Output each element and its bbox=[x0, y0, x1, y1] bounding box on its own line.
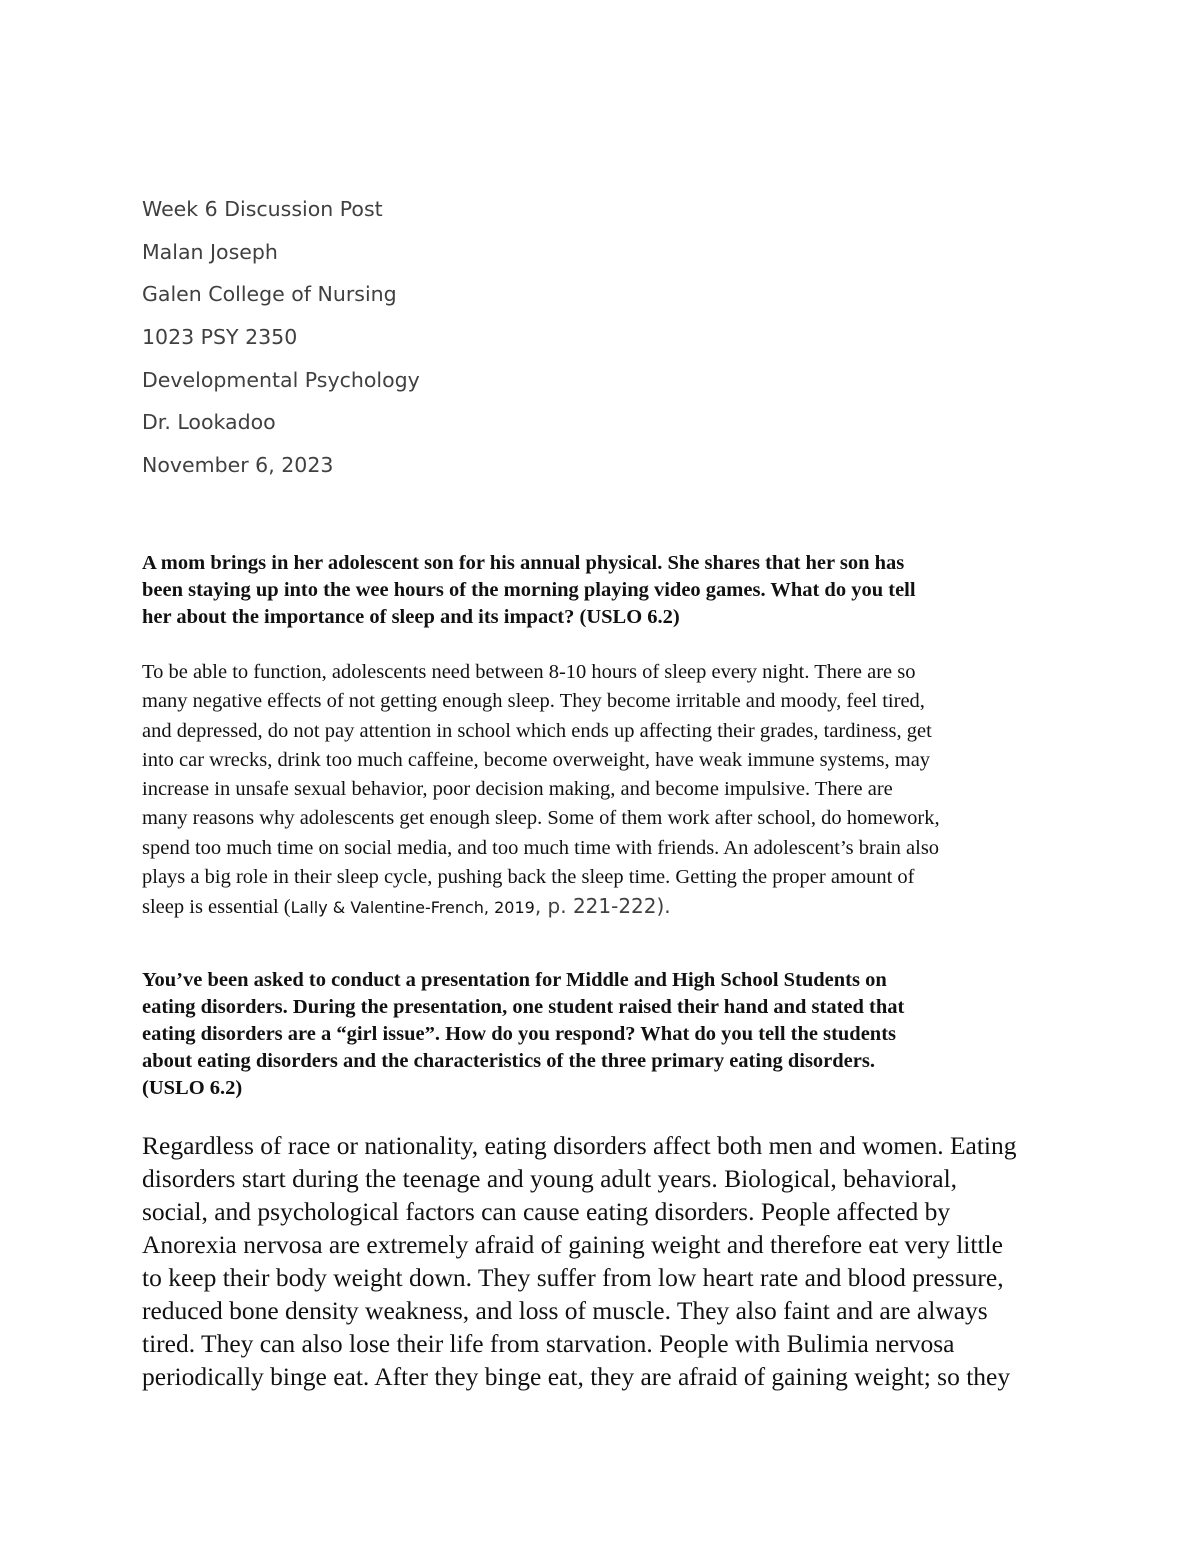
document-header bbox=[142, 194, 842, 493]
answer-1-line: into car wrecks, drink too much caffeine, become overweight, have weak immune systems, may bbox=[142, 748, 931, 771]
header-course-code: 1023 PSY 2350 bbox=[142, 325, 298, 350]
answer-1-line: spend too much time on social media, and too much time with friends. An adolescent’s brain also bbox=[142, 836, 940, 859]
question-2-line: (USLO 6.2) bbox=[142, 1077, 243, 1099]
answer-2-line: Regardless of race or nationality, eating disorders affect both men and women. Eating bbox=[142, 1131, 1017, 1160]
header-institution: Galen College of Nursing bbox=[142, 282, 397, 307]
answer-1-last-line bbox=[142, 892, 1072, 922]
answer-1-line: increase in unsafe sexual behavior, poor decision making, and become impulsive. There are bbox=[142, 778, 893, 801]
answer-1-line: plays a big role in their sleep cycle, pushing back the sleep time. Getting the proper amount of bbox=[142, 866, 915, 889]
question-2-line: eating disorders. During the presentation, one student raised their hand and stated that bbox=[142, 996, 905, 1018]
question-1-line: her about the importance of sleep and its impact? (USLO 6.2) bbox=[142, 606, 680, 628]
answer-1-line: many reasons why adolescents get enough sleep. Some of them work after school, do homework, bbox=[142, 807, 940, 830]
question-2-line: about eating disorders and the characteristics of the three primary eating disorders. bbox=[142, 1050, 875, 1072]
header-author: Malan Joseph bbox=[142, 239, 278, 264]
header-title: Week 6 Discussion Post bbox=[142, 197, 383, 221]
answer-2-line: reduced bone density weakness, and loss of muscle. They also faint and are always bbox=[142, 1296, 988, 1325]
header-date: November 6, 2023 bbox=[142, 453, 334, 478]
question-2-line: eating disorders are a “girl issue”. How do you respond? What do you tell the students bbox=[142, 1023, 897, 1045]
answer-1 bbox=[142, 658, 1072, 923]
question-2-line: You’ve been asked to conduct a presentation for Middle and High School Students on bbox=[142, 969, 887, 991]
answer-2-line: disorders start during the teenage and young adult years. Biological, behavioral, bbox=[142, 1164, 958, 1193]
answer-2-line: Anorexia nervosa are extremely afraid of gaining weight and therefore eat very little bbox=[142, 1230, 1003, 1259]
answer-2-line: to keep their body weight down. They suffer from low heart rate and blood pressure, bbox=[142, 1263, 1004, 1292]
question-1-line: been staying up into the wee hours of the morning playing video games. What do you tell bbox=[142, 579, 916, 601]
answer-2-line: social, and psychological factors can cause eating disorders. People affected by bbox=[142, 1197, 951, 1226]
citation-page: , p. 221-222). bbox=[534, 894, 671, 919]
header-course-name: Developmental Psychology bbox=[142, 367, 420, 392]
answer-2-line: periodically binge eat. After they binge eat, they are afraid of gaining weight; so they bbox=[142, 1362, 1011, 1391]
answer-2 bbox=[142, 1129, 1072, 1393]
answer-1-line: and depressed, do not pay attention in school which ends up affecting their grades, tardiness, get bbox=[142, 719, 932, 742]
question-1 bbox=[142, 550, 1072, 631]
question-2 bbox=[142, 967, 1072, 1102]
answer-2-line: tired. They can also lose their life from starvation. People with Bulimia nervosa bbox=[142, 1329, 955, 1358]
answer-1-line: To be able to function, adolescents need between 8-10 hours of sleep every night. There are so bbox=[142, 661, 916, 683]
answer-1-line: many negative effects of not getting enough sleep. They become irritable and moody, feel tired, bbox=[142, 690, 925, 713]
answer-1-last-text: sleep is essential ( bbox=[142, 896, 291, 919]
header-instructor: Dr. Lookadoo bbox=[142, 410, 276, 435]
citation: Lally & Valentine-French, 2019 bbox=[290, 898, 535, 918]
question-1-line: A mom brings in her adolescent son for his annual physical. She shares that her son has bbox=[142, 552, 905, 574]
